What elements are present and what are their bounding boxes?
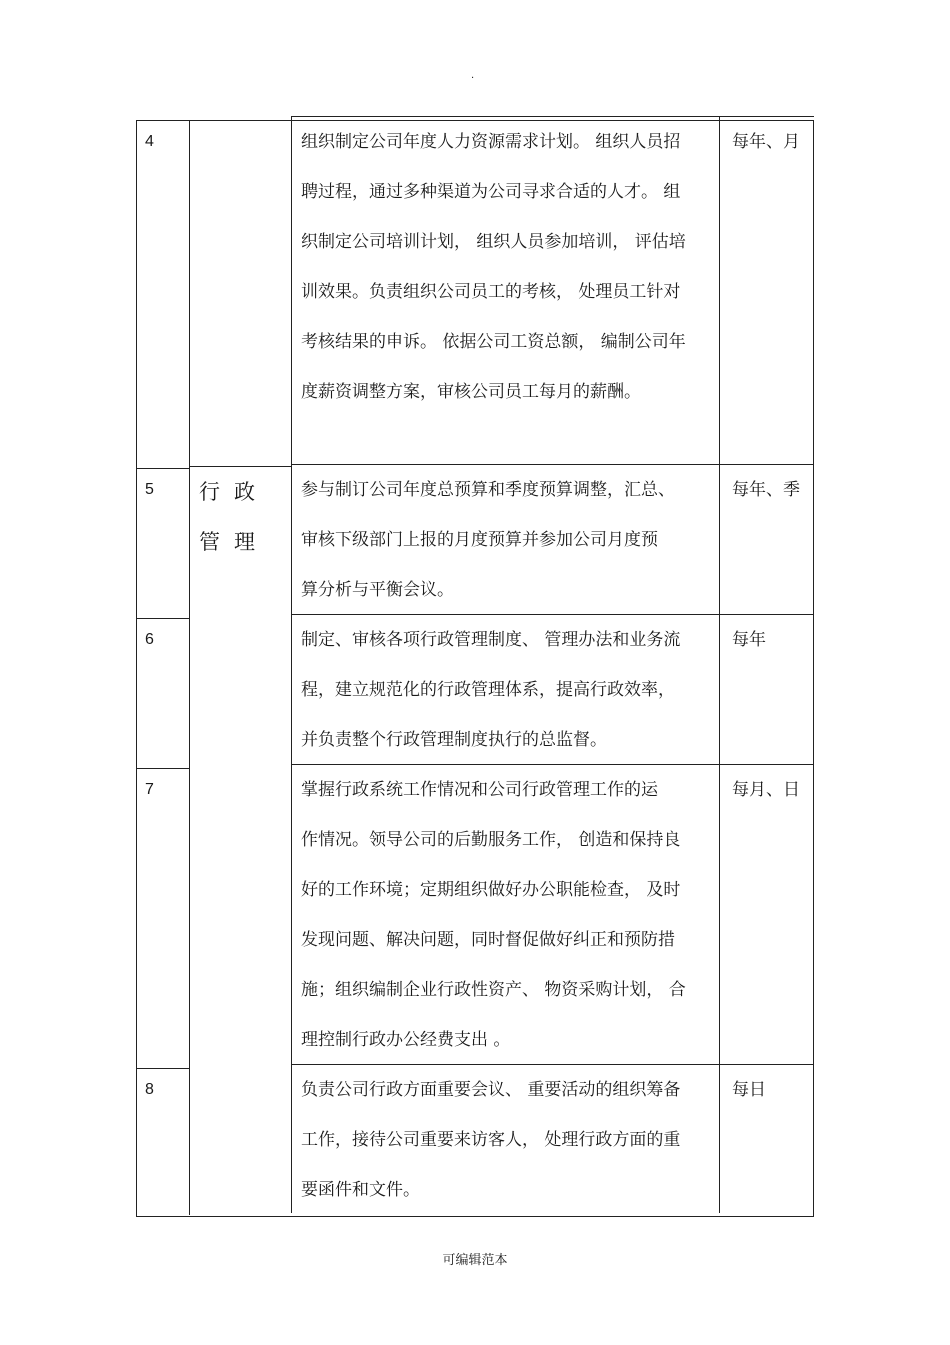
duty-line: 参与制订公司年度总预算和季度预算调整，汇总、	[301, 480, 675, 500]
row-number: 7	[136, 768, 189, 1068]
frequency-cell: 每日	[719, 1064, 814, 1213]
row-number: 6	[136, 618, 189, 768]
frequency-cell: 每年、季	[719, 464, 814, 614]
duty-line: 工作，接待公司重要来访客人， 处理行政方面的重	[301, 1130, 681, 1150]
row-number: 8	[136, 1068, 189, 1217]
duty-cell	[291, 464, 719, 614]
duty-line: 掌握行政系统工作情况和公司行政管理工作的运	[301, 780, 658, 800]
duty-cell	[291, 116, 719, 464]
duty-line: 审核下级部门上报的月度预算并参加公司月度预	[301, 530, 658, 550]
duty-line: 要函件和文件。	[301, 1180, 420, 1200]
duty-line: 程，建立规范化的行政管理体系，提高行政效率，	[301, 680, 675, 700]
department-cell: 行政管理	[189, 466, 291, 1215]
duty-line: 好的工作环境；定期组织做好办公职能检查， 及时	[301, 880, 681, 900]
footer-text: 可编辑范本	[442, 1253, 508, 1268]
frequency-cell: 每月、日	[719, 764, 814, 1064]
duty-table	[136, 120, 814, 1217]
row-number: 4	[136, 120, 189, 468]
duty-line: 织制定公司培训计划， 组织人员参加培训， 评估培	[301, 232, 686, 252]
duty-cell	[291, 764, 719, 1064]
duty-line: 理控制行政办公经费支出 。	[301, 1030, 511, 1050]
department-cell	[189, 120, 291, 468]
duty-line: 算分析与平衡会议。	[301, 580, 454, 600]
row-number: 5	[136, 468, 189, 618]
frequency-cell: 每年、月	[719, 116, 814, 464]
duty-line: 组织制定公司年度人力资源需求计划。 组织人员招	[301, 132, 681, 152]
duty-line: 施；组织编制企业行政性资产、 物资采购计划， 合	[301, 980, 686, 1000]
duty-line: 并负责整个行政管理制度执行的总监督。	[301, 730, 607, 750]
duty-line: 考核结果的申诉。 依据公司工资总额， 编制公司年	[301, 332, 686, 352]
duty-line: 训效果。负责组织公司员工的考核， 处理员工针对	[301, 282, 681, 302]
duty-cell	[291, 614, 719, 764]
duty-line: 聘过程，通过多种渠道为公司寻求合适的人才。 组	[301, 182, 681, 202]
duty-line: 发现问题、解决问题，同时督促做好纠正和预防措	[301, 930, 675, 950]
duty-cell	[291, 1064, 719, 1213]
duty-line: 作情况。领导公司的后勤服务工作， 创造和保持良	[301, 830, 681, 850]
duty-line: 度薪资调整方案，审核公司员工每月的薪酬。	[301, 382, 641, 402]
duty-line: 负责公司行政方面重要会议、 重要活动的组织筹备	[301, 1080, 681, 1100]
frequency-cell: 每年	[719, 614, 814, 764]
header-mark: .	[471, 70, 475, 81]
duty-line: 制定、审核各项行政管理制度、 管理办法和业务流	[301, 630, 681, 650]
